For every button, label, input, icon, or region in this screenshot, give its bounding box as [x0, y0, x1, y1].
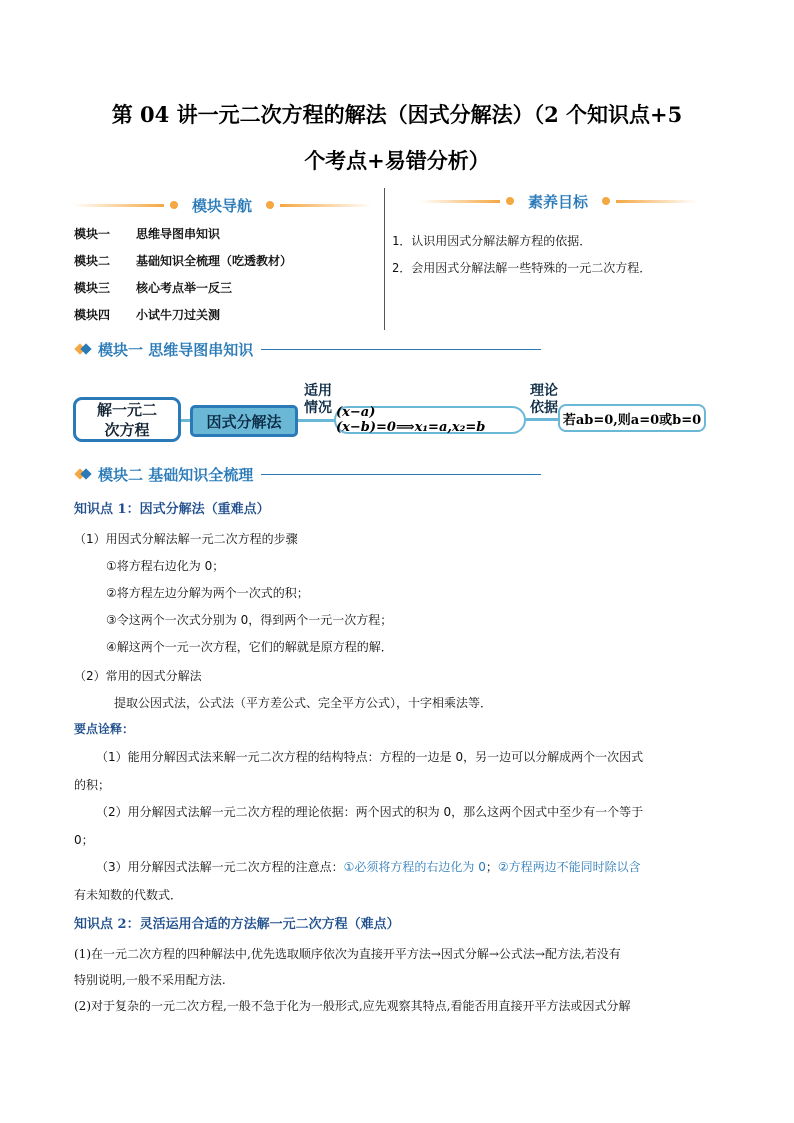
- nav-item-label: 基础知识全梳理（吃透教材）: [136, 254, 293, 268]
- kp1-step: ②将方程左边分解为两个一次式的积；: [106, 586, 309, 600]
- nav-item-label: 小试牛刀过关测: [136, 308, 221, 322]
- mindmap-label-b-line1: 理论: [530, 383, 558, 399]
- mindmap-root-line1: 解一元二: [96, 400, 157, 419]
- diamond-icon: [76, 342, 90, 356]
- goal-list: [392, 227, 651, 281]
- kp1-heading: 知识点 1：因式分解法（重难点）: [74, 502, 270, 517]
- note-3-cont: 有未知数的代数式．: [74, 888, 183, 902]
- mindmap-label-a: [300, 383, 336, 417]
- mindmap-label-b: [526, 383, 562, 417]
- kp1-sub2: （2）常用的因式分解法: [74, 669, 202, 683]
- nav-item-key: 模块三: [74, 281, 111, 295]
- module1-heading-text: 模块一 思维导图串知识: [98, 340, 254, 359]
- nav-heading-text: 模块导航: [192, 196, 253, 215]
- divider: [72, 204, 164, 207]
- mindmap-label-a-line1: 适用: [304, 383, 332, 399]
- mindmap-label-a-line2: 情况: [304, 400, 332, 416]
- title-line-1: 第 04 讲一元二次方程的解法（因式分解法）（2 个知识点+5: [111, 102, 683, 127]
- mindmap-method: [190, 405, 298, 437]
- divider: [280, 204, 372, 207]
- dot-icon: [506, 197, 514, 205]
- panel-divider: [384, 188, 385, 330]
- nav-item[interactable]: [74, 247, 292, 274]
- note-3-text: （3）用分解因式法解一元二次方程的注意点：: [96, 860, 344, 874]
- mindmap-basis-text: 若ab=0,则a=0或b=0: [562, 412, 702, 428]
- mindmap-method-text: 因式分解法: [206, 412, 282, 431]
- divider: [420, 200, 500, 203]
- nav-item[interactable]: [74, 301, 292, 328]
- mindmap-basis: [558, 404, 706, 432]
- module2-heading-text: 模块二 基础知识全梳理: [98, 465, 254, 484]
- dot-icon: [266, 201, 274, 209]
- note-3: [96, 858, 641, 875]
- note-1: （1）能用分解因式法来解一元二次方程的结构特点：方程的一边是 0，另一边可以分解成两个一次因式: [96, 750, 644, 764]
- note-1-cont: 的积；: [74, 778, 111, 792]
- goal-item: 1．认识用因式分解法解方程的依据．: [392, 234, 592, 248]
- kp2-paragraph-2: (2)对于复杂的一元二次方程,一般不急于化为一般形式,应先观察其特点,看能否用直接开平方法或因式分解: [74, 999, 631, 1013]
- nav-list: [74, 220, 292, 328]
- kp1-step: ③令这两个一次式分别为 0，得到两个一元一次方程；: [106, 613, 393, 627]
- mindmap-root: [73, 397, 181, 442]
- mindmap-connector: [298, 419, 336, 422]
- mindmap-connector: [526, 418, 560, 421]
- note-3-separator: ；: [485, 860, 498, 874]
- module1-heading: [76, 338, 541, 360]
- goals-heading: [420, 190, 696, 212]
- divider: [616, 200, 696, 203]
- page-title: [60, 92, 734, 184]
- kp1-sub1: （1）用因式分解法解一元二次方程的步骤: [74, 532, 298, 546]
- diamond-icon: [76, 467, 90, 481]
- nav-item-key: 模块四: [74, 308, 111, 322]
- mindmap-root-line2: 次方程: [104, 420, 150, 439]
- note-3-highlight-1: ①必须将方程的右边化为 0: [343, 860, 486, 874]
- note-3-highlight-2: ②方程两边不能同时除以含: [497, 860, 641, 874]
- kp2-heading: 知识点 2：灵活运用合适的方法解一元二次方程（难点）: [74, 917, 400, 932]
- kp1-methods: 提取公因式法，公式法（平方差公式、完全平方公式），十字相乘法等．: [114, 696, 493, 710]
- nav-item-label: 核心考点举一反三: [136, 281, 233, 295]
- nav-item-key: 模块一: [74, 227, 111, 241]
- divider: [261, 349, 541, 350]
- nav-item[interactable]: [74, 274, 292, 301]
- goals-heading-text: 素养目标: [528, 192, 589, 211]
- dot-icon: [170, 201, 178, 209]
- dot-icon: [602, 197, 610, 205]
- module2-heading: [76, 463, 541, 485]
- kp1-step: ①将方程右边化为 0；: [106, 559, 225, 573]
- mindmap-label-b-line2: 依据: [530, 400, 558, 416]
- divider: [261, 474, 541, 475]
- mindmap-formula-text: (x−a)(x−b)=0⟹x₁=a,x₂=b: [336, 405, 486, 435]
- note-heading: 要点诠释：: [74, 722, 135, 736]
- kp1-step: ④解这两个一元一次方程，它们的解就是原方程的解．: [106, 640, 393, 654]
- kp2-paragraph-1-cont: 特别说明,一般不采用配方法.: [74, 973, 226, 987]
- note-2-cont: 0；: [74, 833, 94, 847]
- note-2: （2）用分解因式法解一元二次方程的理论依据：两个因式的积为 0，那么这两个因式中至少有一个等于: [96, 805, 644, 819]
- mindmap-formula: [334, 406, 526, 434]
- nav-item-label: 思维导图串知识: [136, 227, 221, 241]
- nav-heading: [72, 194, 372, 216]
- nav-item-key: 模块二: [74, 254, 111, 268]
- kp2-paragraph-1: (1)在一元二次方程的四种解法中,优先选取顺序依次为直接开平方法→因式分解→公式法→配方法,若没有: [74, 947, 621, 961]
- goal-item: 2．会用因式分解法解一些特殊的一元二次方程．: [392, 261, 652, 275]
- title-line-2: 个考点+易错分析）: [304, 148, 490, 173]
- nav-item[interactable]: [74, 220, 292, 247]
